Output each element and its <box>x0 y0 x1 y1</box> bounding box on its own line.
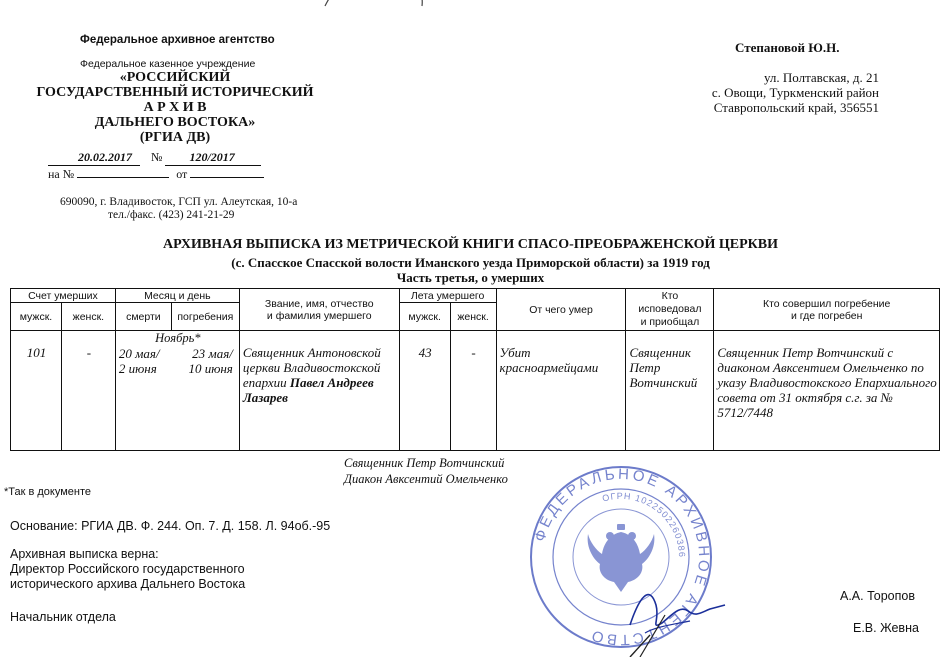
registration-row <box>48 150 261 166</box>
in-reply-number-blank <box>77 177 169 178</box>
cell-person <box>239 331 399 451</box>
cell-male-count: 101 <box>11 331 62 451</box>
certification-line: Директор Российского государственного <box>10 562 245 576</box>
document-part: Часть третья, о умерших <box>396 270 545 285</box>
document-date: 20.02.2017 <box>48 150 140 166</box>
number-sign: № <box>151 150 163 164</box>
header-male: мужск. <box>11 303 62 331</box>
recipient-address-line: с. Овощи, Туркменский район <box>711 85 879 100</box>
seal-outer-text: ФЕДЕРАЛЬНОЕ АРХИВНОЕ АГЕНТСТВО <box>531 465 713 649</box>
header-confessor: Кто исповедовал и приобщал <box>626 289 714 331</box>
agency-name: Федеральное архивное агентство <box>80 34 275 46</box>
header-death-date: смерти <box>115 303 171 331</box>
archive-name-line: ГОСУДАРСТВЕННЫЙ ИСТОРИЧЕСКИЙ <box>36 85 314 100</box>
header-row <box>11 289 940 303</box>
person-name: Павел Андреев Лазарев <box>242 375 374 405</box>
signature-priest: Священник Петр Вотчинский <box>344 456 505 470</box>
cell-age-male: 43 <box>399 331 450 451</box>
table-row <box>11 331 940 451</box>
archive-address: 690090, г. Владивосток, ГСП ул. Алеутская, 10-а <box>60 196 298 208</box>
cell-death-date: 20 мая/ 2 июня <box>118 346 160 376</box>
header-burial-date: погребения <box>171 303 239 331</box>
cell-female-count: - <box>61 331 115 451</box>
header-death-count: Счет умерших <box>11 289 116 303</box>
header-month-day: Месяц и день <box>115 289 239 303</box>
from-date-blank <box>190 177 264 178</box>
archive-name-line: ДАЛЬНЕГО ВОСТОКА» <box>94 115 256 130</box>
certification-block <box>10 547 245 592</box>
recipient-address-line: Ставропольский край, 356551 <box>713 100 879 115</box>
cell-cause: Убит красноармейцами <box>496 331 626 451</box>
director-name: А.А. Торопов <box>840 589 915 603</box>
cell-month: Ноябрь* <box>155 331 201 345</box>
department-head-name: Е.В. Жевна <box>853 621 919 635</box>
in-reply-label: на № <box>48 167 75 181</box>
header-person: Звание, имя, отчество и фамилия умершего <box>239 289 399 331</box>
header-age-male: мужск. <box>399 303 450 331</box>
cell-burial-date: 23 мая/ 10 июня <box>188 346 233 376</box>
cell-dates <box>115 331 239 451</box>
certification-line: Архивная выписка верна: <box>10 547 159 561</box>
certification-line: исторического архива Дальнего Востока <box>10 577 246 591</box>
header-female: женск. <box>61 303 115 331</box>
cell-burier: Священник Петр Вотчинский с диаконом Авксентием Омельченко по указу Владивостокского Епархиального совета от 31 октября с.г. за № 5712/7448 <box>714 331 940 451</box>
top-edge-marks <box>320 0 430 8</box>
cell-confessor: Священник Петр Вотчинский <box>626 331 714 451</box>
archive-name <box>30 70 320 145</box>
document-subtitle: (с. Спасское Спасской волости Иманского уезда Приморской области) за 1919 год <box>231 255 710 270</box>
basis-reference: Основание: РГИА ДВ. Ф. 244. Оп. 7. Д. 158. Л. 94об.-95 <box>10 519 331 533</box>
death-register-table <box>10 288 940 451</box>
institution-type: Федеральное казенное учреждение <box>80 58 256 70</box>
recipient-name: Степановой Ю.Н. <box>735 40 840 55</box>
header-cause: От чего умер <box>496 289 626 331</box>
archive-phone: тел./факс. (423) 241-21-29 <box>108 209 235 221</box>
cell-age-female: - <box>450 331 496 451</box>
director-signature-icon <box>610 575 730 657</box>
header-burier: Кто совершил погребение и где погребен <box>714 289 940 331</box>
seal-inner-text: ОГРН 1022502260386 <box>601 490 688 559</box>
dates-pair <box>119 346 237 376</box>
from-label: от <box>176 167 188 181</box>
recipient-address <box>712 70 879 115</box>
footnote: *Так в документе <box>4 486 92 498</box>
outgoing-number: 120/2017 <box>165 150 261 166</box>
document-title: АРХИВНАЯ ВЫПИСКА ИЗ МЕТРИЧЕСКОЙ КНИГИ СПАСО-ПРЕОБРАЖЕНСКОЙ ЦЕРКВИ <box>162 237 779 252</box>
recipient-address-line: ул. Полтавская, д. 21 <box>763 70 879 85</box>
archive-name-line: (РГИА ДВ) <box>139 130 211 145</box>
signature-deacon: Диакон Авксентий Омельченко <box>344 472 508 486</box>
person-title: Священник Антоновской церкви Владивостокской епархии <box>242 345 381 390</box>
archive-name-line: А Р Х И В <box>143 100 207 115</box>
archive-name-line: «РОССИЙСКИЙ <box>119 70 231 85</box>
reply-row <box>48 167 264 182</box>
header-age-female: женск. <box>450 303 496 331</box>
header-age: Лета умершего <box>399 289 496 303</box>
department-head-label: Начальник отдела <box>10 610 116 624</box>
